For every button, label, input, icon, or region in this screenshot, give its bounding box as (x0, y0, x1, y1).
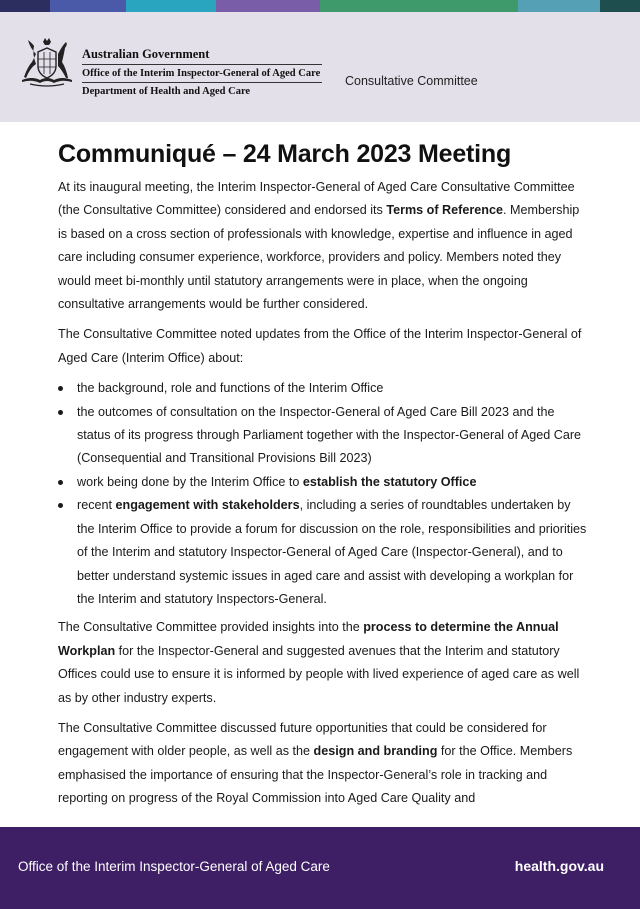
page-title: Communiqué – 24 March 2023 Meeting (58, 140, 512, 168)
document-header (0, 12, 640, 122)
stripe-segment (216, 0, 320, 12)
list-item-text: , including a series of roundtables undertaken by the Interim Office to provide a forum for discussion on the role, responsibilities and priorities of the Interim and statutory Inspector-General of Aged Care (Inspector-General), and to better understand systemic issues in aged care and assist with developing a workplan for the Interim and statutory Inspectors-General. (77, 498, 587, 606)
committee-label: Consultative Committee (345, 74, 478, 88)
terms-of-reference-emphasis: Terms of Reference (386, 203, 503, 218)
paragraph-text: At its inaugural meeting, the Interim Inspector-General of Aged Care Consultative Committee (the Consultative Committee) considered and endorsed its (58, 180, 575, 218)
bullet-icon (58, 410, 63, 415)
list-item-text: work being done by the Interim Office to (77, 474, 303, 489)
list-item (58, 494, 588, 611)
stripe-segment (126, 0, 216, 12)
government-name: Australian Government (82, 47, 210, 61)
department-name: Department of Health and Aged Care (82, 82, 322, 98)
bullet-icon (58, 480, 63, 485)
paragraph-future-opportunities (58, 717, 588, 811)
updates-list (58, 377, 588, 611)
list-item (58, 377, 588, 400)
paragraph-updates-intro: The Consultative Committee noted updates from the Office of the Interim Inspector-General of Aged Care (Interim Office) about: (58, 327, 582, 365)
footer-office-name: Office of the Interim Inspector-General of Aged Care (18, 859, 330, 874)
stripe-segment (50, 0, 126, 12)
list-item-text: the background, role and functions of the Interim Office (77, 381, 384, 396)
paragraph-text: for the Office. Members emphasised the importance of ensuring that the Inspector-General’s role in tracking and reporting on progress of the Royal Commission into Aged Care Quality and (58, 744, 573, 806)
paragraph-text: The Consultative Committee provided insights into the (58, 620, 364, 635)
bullet-icon (58, 503, 63, 508)
paragraph-inaugural-meeting (58, 176, 588, 316)
list-item (58, 471, 588, 494)
coat-of-arms-icon (16, 34, 78, 90)
annual-workplan-emphasis: process to determine the Annual Workplan (58, 620, 559, 658)
list-item-text: recent (77, 498, 116, 513)
design-branding-emphasis: design and branding (313, 744, 438, 759)
paragraph-text: The Consultative Committee discussed future opportunities that could be considered for engagement with older people, as well as the (58, 720, 547, 759)
stripe-segment (0, 0, 50, 12)
stakeholder-engagement-emphasis: engagement with stakeholders (115, 498, 300, 513)
stripe-segment (518, 0, 600, 12)
statutory-office-emphasis: establish the statutory Office (302, 474, 477, 489)
bullet-icon (58, 386, 63, 391)
stripe-segment (320, 0, 518, 12)
list-item-text: the outcomes of consultation on the Inspector-General of Aged Care Bill 2023 and the status of its progress through Parliament together with the Inspector-General of Aged Care (Consequential and Transitional Provisions Bill 2023) (77, 404, 582, 466)
stripe-segment (600, 0, 640, 12)
top-color-stripe (0, 0, 640, 12)
document-footer (0, 827, 640, 909)
office-name: Office of the Interim Inspector-General of Aged Care (82, 64, 322, 80)
document-body (58, 138, 588, 818)
list-item (58, 401, 588, 471)
paragraph-text: . Membership is based on a cross section of professionals with knowledge, expertise and influence in aged care including consumer experience, workforce, providers and policy. Members noted they would meet bi-monthly until statutory arrangements were in place, when the ongoing consultative arrangements would be further considered. (58, 203, 580, 312)
paragraph-text: for the Inspector-General and suggested avenues that the Interim and statutory Offices could use to ensure it is informed by people with lived experience of aged care as well as by other industry experts. (58, 643, 580, 705)
paragraph-annual-workplan (58, 616, 588, 710)
footer-website-link[interactable]: health.gov.au (514, 858, 604, 874)
government-branding (82, 47, 322, 98)
